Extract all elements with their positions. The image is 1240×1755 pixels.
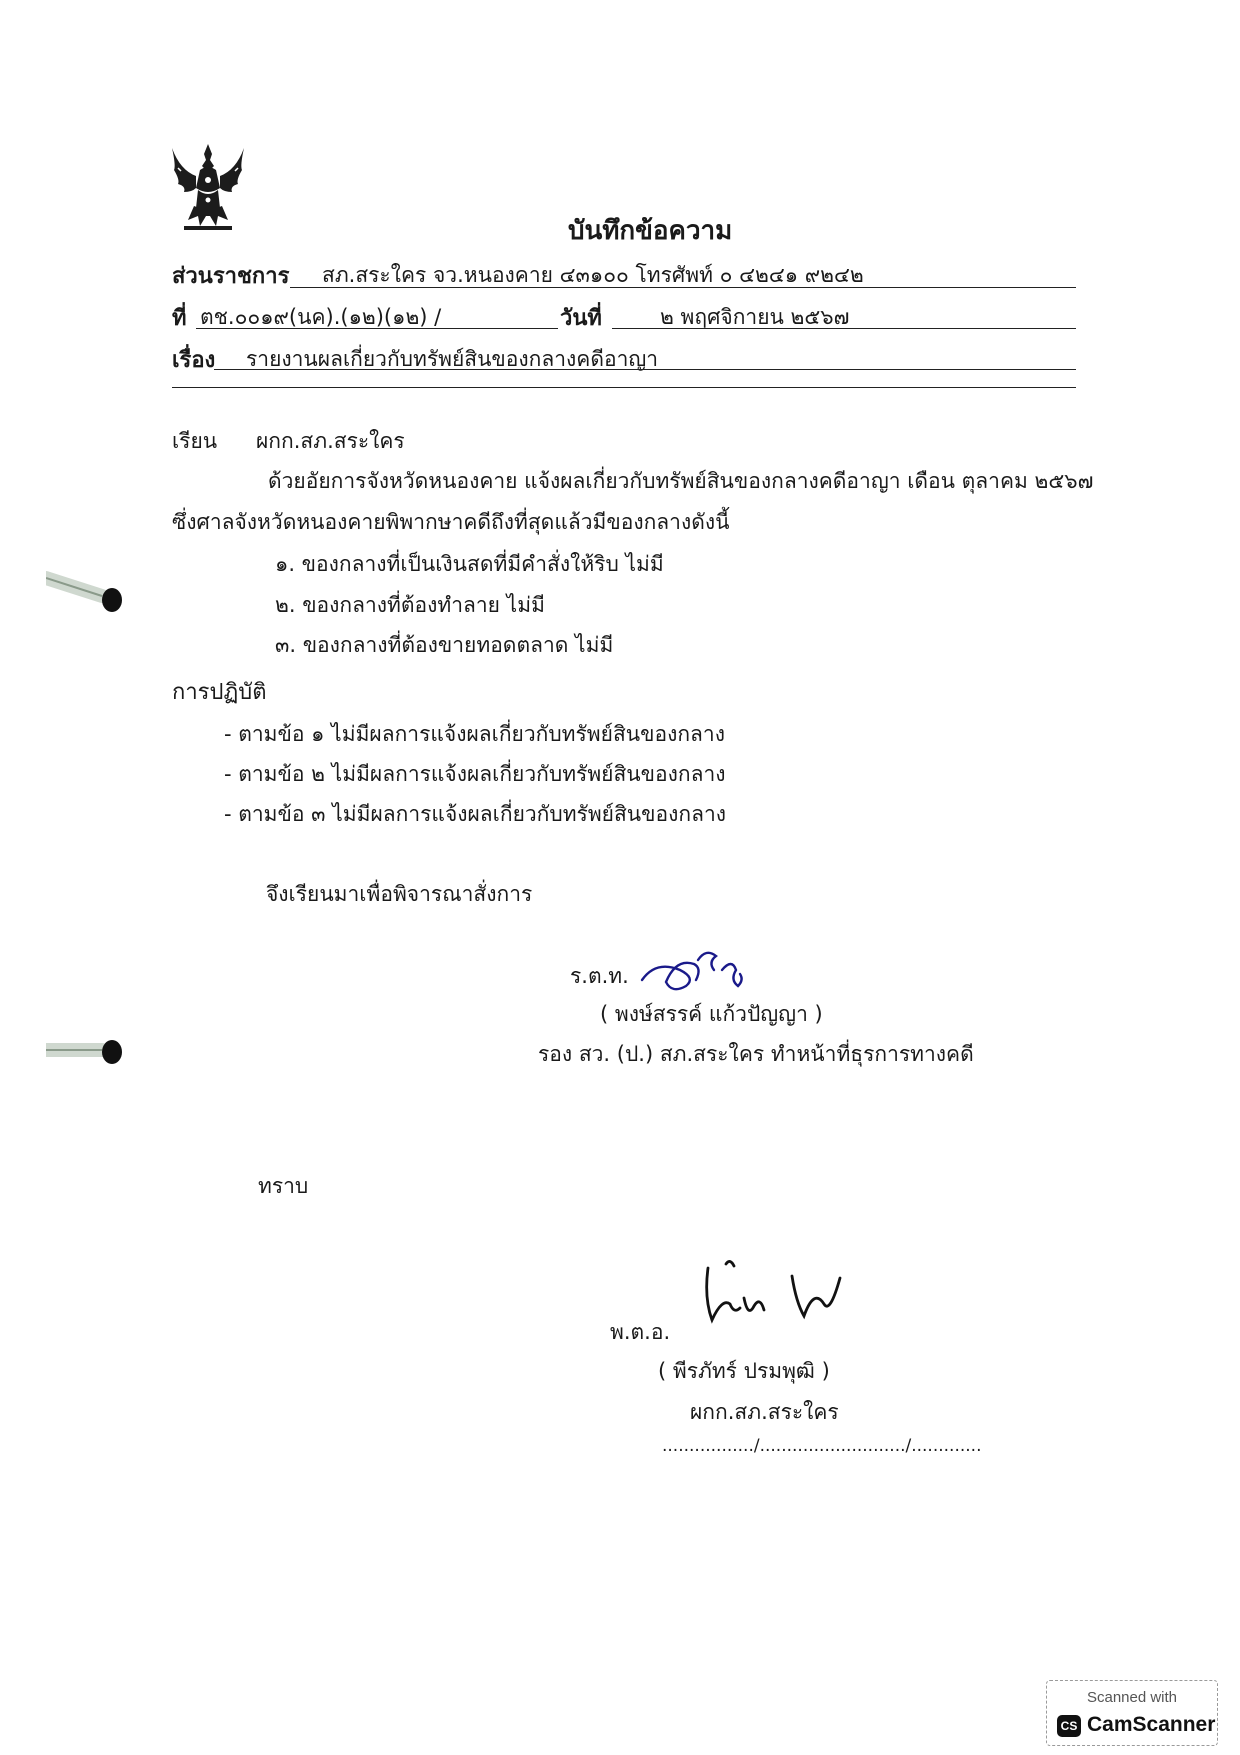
acknowledge-text: ทราบ — [258, 1174, 309, 1198]
signature-1 — [636, 940, 756, 1002]
body-paragraph-line2: ซึ่งศาลจังหวัดหนองคายพิพากษาคดีถึงที่สุดแล้วมีของกลางดังนี้ — [172, 510, 730, 534]
action-item: - ตามข้อ ๓ ไม่มีผลการแจ้งผลเกี่ยวกับทรัพย์สินของกลาง — [224, 802, 727, 826]
subject-underline — [214, 369, 1076, 370]
to-label: เรียน — [172, 429, 218, 453]
approval-date-line: ................./.........................../............. — [662, 1436, 982, 1456]
date-value: ๒ พฤศจิกายน ๒๕๖๗ — [660, 305, 850, 329]
action-heading: การปฏิบัติ — [172, 680, 267, 705]
action-item: - ตามข้อ ๒ ไม่มีผลการแจ้งผลเกี่ยวกับทรัพย์สินของกลาง — [224, 762, 726, 786]
garuda-emblem-icon — [170, 140, 246, 234]
to-value: ผกก.สภ.สระใคร — [256, 429, 405, 453]
signer1-name: ( พงษ์สรรค์ แก้วปัญญา ) — [600, 1002, 823, 1026]
dept-label: ส่วนราชการ — [172, 264, 290, 289]
body-paragraph-line1: ด้วยอัยการจังหวัดหนองคาย แจ้งผลเกี่ยวกับทรัพย์สินของกลางคดีอาญา เดือน ตุลาคม ๒๕๖๗ — [268, 469, 1094, 493]
list-item: ๒. ของกลางที่ต้องทำลาย ไม่มี — [275, 593, 545, 617]
ref-label: ที่ — [172, 306, 187, 331]
badge-brand: CamScanner — [1087, 1713, 1216, 1736]
list-item: ๓. ของกลางที่ต้องขายทอดตลาด ไม่มี — [275, 633, 614, 657]
camscanner-logo-icon: CS — [1057, 1715, 1081, 1737]
action-item: - ตามข้อ ๑ ไม่มีผลการแจ้งผลเกี่ยวกับทรัพย์สินของกลาง — [224, 722, 725, 746]
signature-2 — [700, 1258, 870, 1334]
approver-name: ( พีรภัทร์ ปรมพุฒิ ) — [658, 1359, 830, 1383]
subject-label: เรื่อง — [172, 348, 216, 373]
approver-position: ผกก.สภ.สระใคร — [690, 1400, 839, 1424]
header-rule — [172, 387, 1076, 388]
signer1-position: รอง สว. (ป.) สภ.สระใคร ทำหน้าที่ธุรการทางคดี — [538, 1042, 974, 1066]
ref-underline — [196, 328, 558, 329]
approver-rank: พ.ต.อ. — [610, 1320, 671, 1344]
binder-ring-icon — [46, 570, 126, 620]
date-underline — [612, 328, 1076, 329]
binder-ring-icon — [46, 1034, 126, 1074]
date-label: วันที่ — [560, 306, 602, 331]
dept-value: สภ.สระใคร จว.หนองคาย ๔๓๑๐๐ โทรศัพท์ ๐ ๔๒๔๑ ๙๒๔๒ — [322, 263, 864, 287]
subject-value: รายงานผลเกี่ยวกับทรัพย์สินของกลางคดีอาญา — [246, 347, 659, 371]
memo-title: บันทึกข้อความ — [568, 216, 733, 246]
badge-caption: Scanned with — [1086, 1689, 1178, 1706]
dept-underline — [290, 287, 1076, 288]
signer1-rank: ร.ต.ท. — [570, 964, 629, 988]
list-item: ๑. ของกลางที่เป็นเงินสดที่มีคำสั่งให้ริบ ไม่มี — [275, 552, 664, 576]
ref-number: ตช.๐๐๑๙(นค).(๑๒)(๑๒) / — [200, 305, 442, 329]
camscanner-badge — [1046, 1680, 1218, 1746]
closing-line: จึงเรียนมาเพื่อพิจารณาสั่งการ — [266, 882, 533, 906]
